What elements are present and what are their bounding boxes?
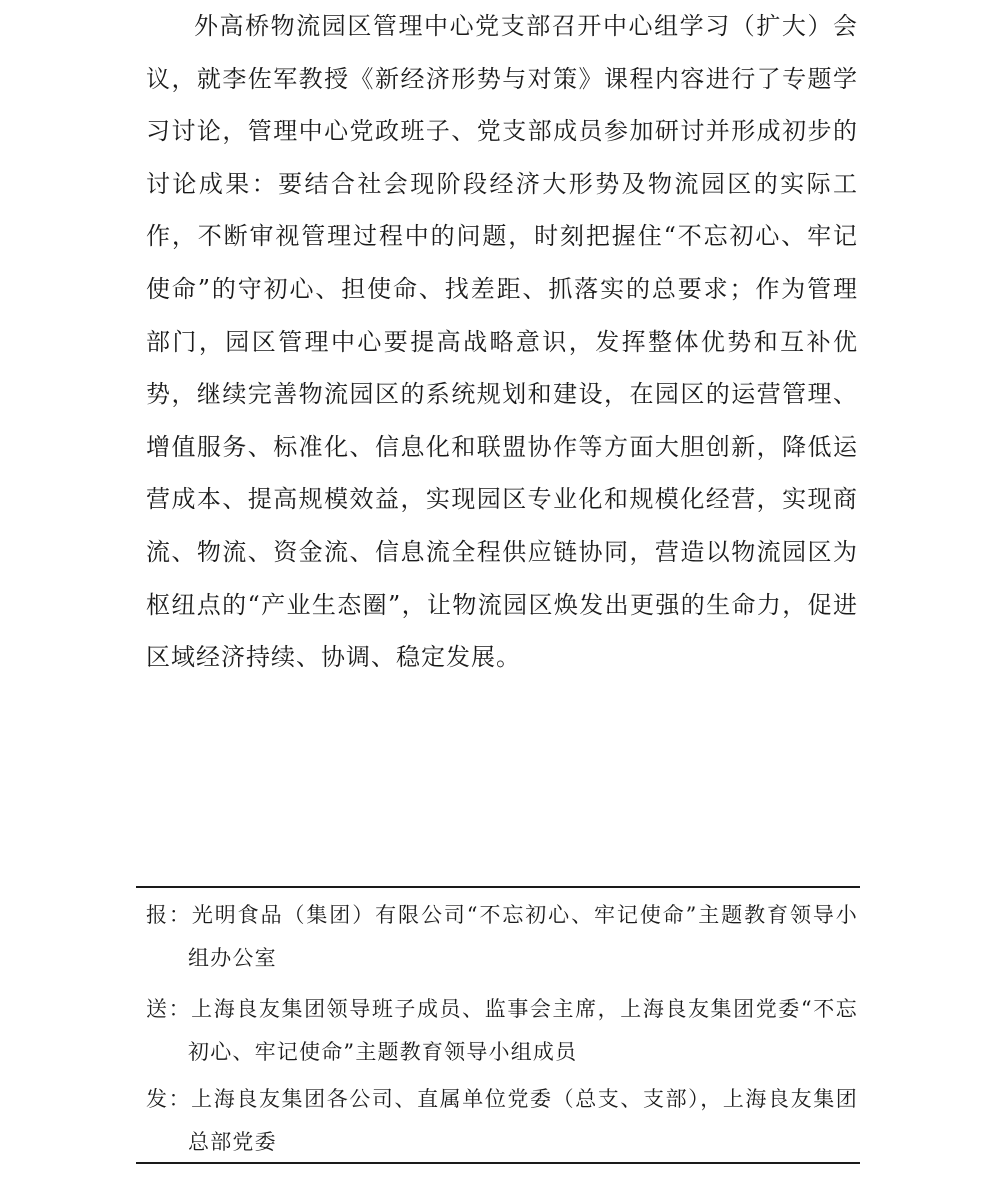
body-paragraph: 外高桥物流园区管理中心党支部召开中心组学习（扩大）会议，就李佐军教授《新经济形势与对策》课程内容进行了专题学习讨论，管理中心党政班子、党支部成员参加研讨并形成初步的讨论成果：要结合社会现阶段经济大形势及物流园区的实际工作，不断审视管理过程中的问题，时刻把握住“不忘初心、牢记使命”的守初心、担使命、找差距、抓落实的总要求；作为管理部门，园区管理中心要提高战略意识，发挥整体优势和互补优势，继续完善物流园区的系统规划和建设，在园区的运营管理、增值服务、标准化、信息化和联盟协作等方面大胆创新，降低运营成本、提高规模效益，实现园区专业化和规模化经营，实现商流、物流、资金流、信息流全程供应链协同，营造以物流园区为枢纽点的“产业生态圈”，让物流园区焕发出更强的生命力，促进区域经济持续、协调、稳定发展。: [146, 12, 858, 672]
distribution-block: [136, 886, 860, 1164]
report-to-line: 报：光明食品（集团）有限公司“不忘初心、牢记使命”主题教育领导小组办公室: [146, 903, 858, 970]
send-to-line: 送：上海良友集团领导班子成员、监事会主席，上海良友集团党委“不忘初心、牢记使命”主题教育领导小组成员: [146, 997, 858, 1064]
issue-to-line: 发：上海良友集团各公司、直属单位党委（总支、支部），上海良友集团总部党委: [146, 1087, 858, 1154]
